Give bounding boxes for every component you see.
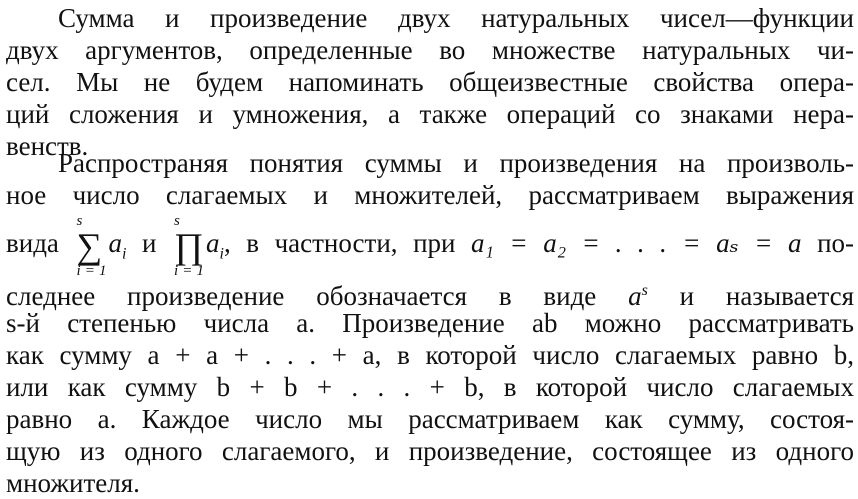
prod-upper-limit: s: [174, 212, 180, 229]
formula-suffix: по-: [817, 228, 855, 258]
paragraph-sum-product-definition: [6, 2, 854, 162]
paragraph-arbitrary-sums: [6, 147, 854, 499]
text-line: ное число слагаемых и множителей, рассматриваем выражения: [6, 180, 854, 210]
text-line: множителя.: [6, 468, 140, 498]
summation-operator: [76, 214, 106, 278]
sum-symbol: ∑: [76, 225, 103, 266]
text-line: Распространяя понятия суммы и произведения на произволь-: [58, 148, 854, 178]
text-line: двух аргументов, определенные во множестве натуральных чи-: [6, 35, 854, 65]
text-line: как сумму a + a + . . . + a, в которой число слагаемых равно b,: [6, 340, 854, 370]
sum-lower-limit: i = 1: [76, 262, 107, 279]
prod-lower-limit: i = 1: [174, 262, 205, 279]
text-line: следнее произведение обозначается в виде $a^s$ и называется: [6, 281, 854, 311]
text-line: равно a. Каждое число мы рассматриваем как сумму, состоя-: [6, 404, 854, 434]
prod-symbol: ∏: [174, 225, 204, 266]
text-line: или как сумму b + b + . . . + b, в которой число слагаемых: [6, 372, 854, 402]
formula-prefix: вида: [6, 228, 59, 258]
formula-mid-text: , в частности, при: [223, 228, 456, 258]
product-operator: [174, 214, 204, 278]
product-term: $a_i$: [206, 228, 224, 263]
text-line: s-й степенью числа a. Произведение ab можно рассматривать: [6, 308, 854, 338]
power-expression: $a^s$: [628, 281, 648, 311]
conjunction: и: [142, 228, 157, 258]
text-line: венств.: [6, 131, 89, 161]
sum-upper-limit: s: [76, 212, 83, 229]
formula-line: [6, 211, 855, 279]
text-line: ций сложения и умножения, а также операций со знаками нера-: [6, 99, 854, 129]
equation: a₁ = a₂ = . . . = aₛ = a: [471, 228, 802, 258]
text-line: Сумма и произведение двух натуральных чисел—функции: [58, 3, 854, 33]
text-line: щую из одного слагаемого, и произведение, состоящее из одного: [6, 436, 854, 466]
sum-term: $a_i$: [108, 228, 127, 263]
text-line: сел. Мы не будем напоминать общеизвестные свойства опера-: [6, 67, 854, 97]
